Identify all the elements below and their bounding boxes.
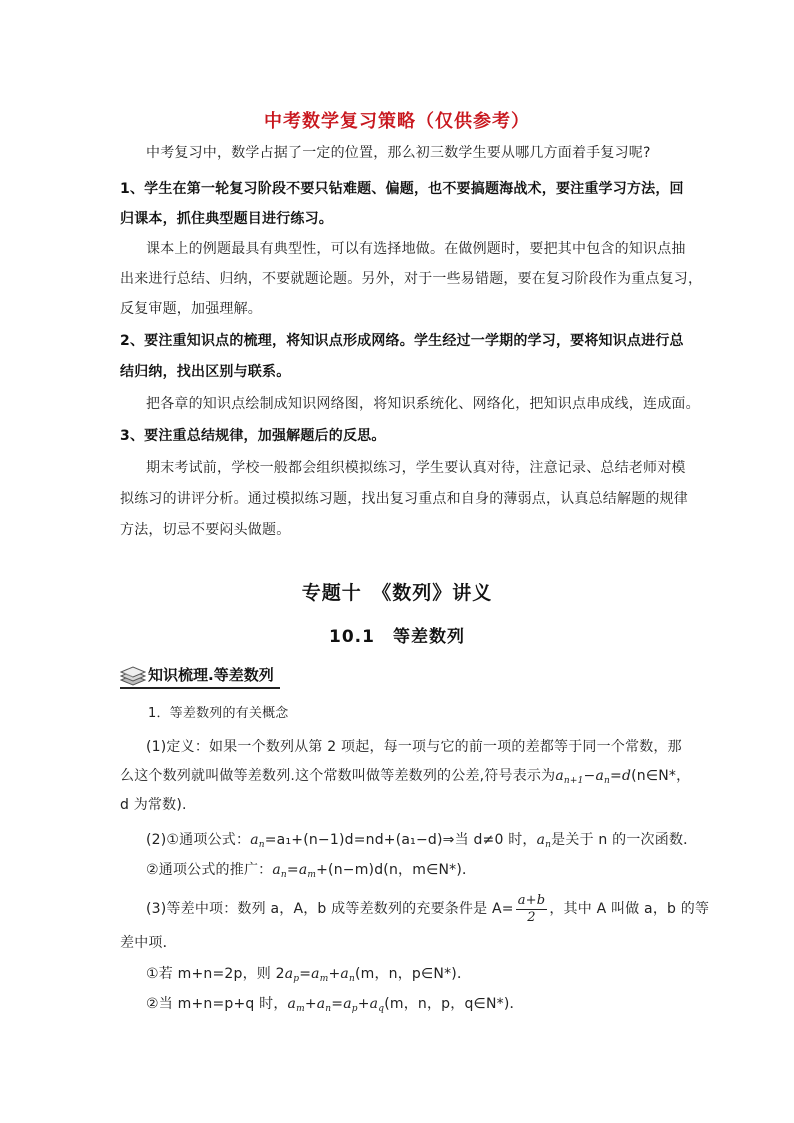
formula-ext-am: $a_m$: [298, 862, 317, 880]
mean-text-2: ，其中 A 叫做 a，b 的等: [549, 901, 710, 917]
fraction-denominator: 2: [527, 909, 536, 925]
definition-line3: d 为常数).: [120, 797, 187, 813]
section2-body-line1: 把各章的知识点绘制成知识网络图，将知识系统化、网络化，把知识点串成线，连成面。: [146, 396, 700, 412]
property1-text: ①若 m+n=2p，则 2: [146, 966, 285, 982]
mean-fraction: [516, 893, 548, 926]
section2-heading-line1: 2、要注重知识点的梳理，将知识点形成网络。学生经过一学期的学习，要将知识点进行总: [120, 333, 684, 349]
section2-heading-line2: 结归纳，找出区别与联系。: [120, 364, 291, 380]
general-term-formula: a₁+(n−1)d=nd+(a₁−d)⇒当 d≠0 时，: [276, 832, 537, 848]
property2-text: ②当 m+n=p+q 时，: [146, 996, 288, 1012]
mean-text: (3)等差中项：数列 a，A，b 成等差数列的充要条件是 A=: [146, 901, 514, 917]
section3-body-line1: 期末考试前，学校一般都会组织模拟练习，学生要认真对待，注意记录、总结老师对模: [146, 460, 686, 476]
chapter-title: 专题十 《数列》讲义: [301, 582, 493, 604]
section3-body-line2: 拟练习的讲评分析。通过模拟练习题，找出复习重点和自身的薄弱点，认真总结解题的规律: [120, 491, 688, 507]
section-underline: [120, 687, 280, 689]
definition-line1: (1)定义：如果一个数列从第 2 项起，每一项与它的前一项的差都等于同一个常数，那: [146, 739, 682, 755]
section-label: 知识梳理.等差数列: [148, 666, 274, 684]
section1-body-line3: 反复审题，加强理解。: [120, 301, 262, 317]
property1-line: [146, 964, 471, 989]
general-term-note: 是关于 n 的一次函数．: [551, 832, 698, 848]
section1-heading-line1: 1、学生在第一轮复习阶段不要只钻难题、偏题，也不要搞题海战术，要注重学习方法，回: [120, 181, 684, 197]
property2-line: [146, 994, 524, 1019]
formula-ext-a: a: [298, 862, 308, 878]
concept-item1: 1．等差数列的有关概念: [148, 706, 289, 721]
formula-an: $a_n=$: [250, 832, 277, 850]
definition-line2: [120, 766, 690, 791]
general-extension-line: [146, 860, 476, 885]
section1-heading-line2: 归课本，抓住典型题目进行练习。: [120, 211, 333, 227]
chapter-subtitle: 10.1 等差数列: [329, 627, 465, 647]
books-icon: [120, 665, 146, 687]
section3-body-line3: 方法，切忌不要闷头做题。: [120, 522, 291, 538]
section1-body-line1: 课本上的例题最具有典型性，可以有选择地做。在做例题时，要把其中包含的知识点抽: [146, 241, 686, 257]
page-title: 中考数学复习策略（仅供参考）: [264, 111, 530, 132]
general-term-line: [146, 830, 697, 855]
definition-text: 么这个数列就叫做等差数列.这个常数叫做等差数列的公差,符号表示为: [120, 768, 556, 784]
formula-diff: $a_{n+1}-a_n=d$: [555, 768, 632, 786]
property2-condition: (m，n，p，q∈N*)．: [384, 996, 524, 1012]
arithmetic-mean-line: [146, 892, 709, 926]
extension-label: ②通项公式的推广：: [146, 862, 273, 878]
intro-paragraph: 中考复习中，数学占据了一定的位置，那么初三数学生要从哪几方面着手复习呢?: [146, 145, 651, 161]
fraction-numerator: a+b: [517, 892, 546, 908]
formula-an-2: $a_n$: [536, 832, 552, 850]
property1-formula: $a_p=a_m+a_n$: [284, 966, 355, 984]
arithmetic-mean-line2: 差中项．: [120, 935, 177, 951]
property2-formula: $a_m+a_n=a_p+a_q$: [287, 996, 385, 1014]
general-term-label: (2)①通项公式：: [146, 832, 251, 848]
section3-heading: 3、要注重总结规律，加强解题后的反思。: [120, 428, 386, 444]
section1-body-line2: 出来进行总结、归纳，不要就题论题。另外，对于一些易错题，要在复习阶段作为重点复习，: [120, 271, 703, 287]
formula-ext-left: $a_n=$: [272, 862, 299, 880]
definition-condition: (n∈N*，: [631, 768, 691, 784]
extension-formula: +(n−m)d(n，m∈N*)．: [316, 862, 477, 878]
property1-condition: (m，n，p∈N*)．: [354, 966, 472, 982]
